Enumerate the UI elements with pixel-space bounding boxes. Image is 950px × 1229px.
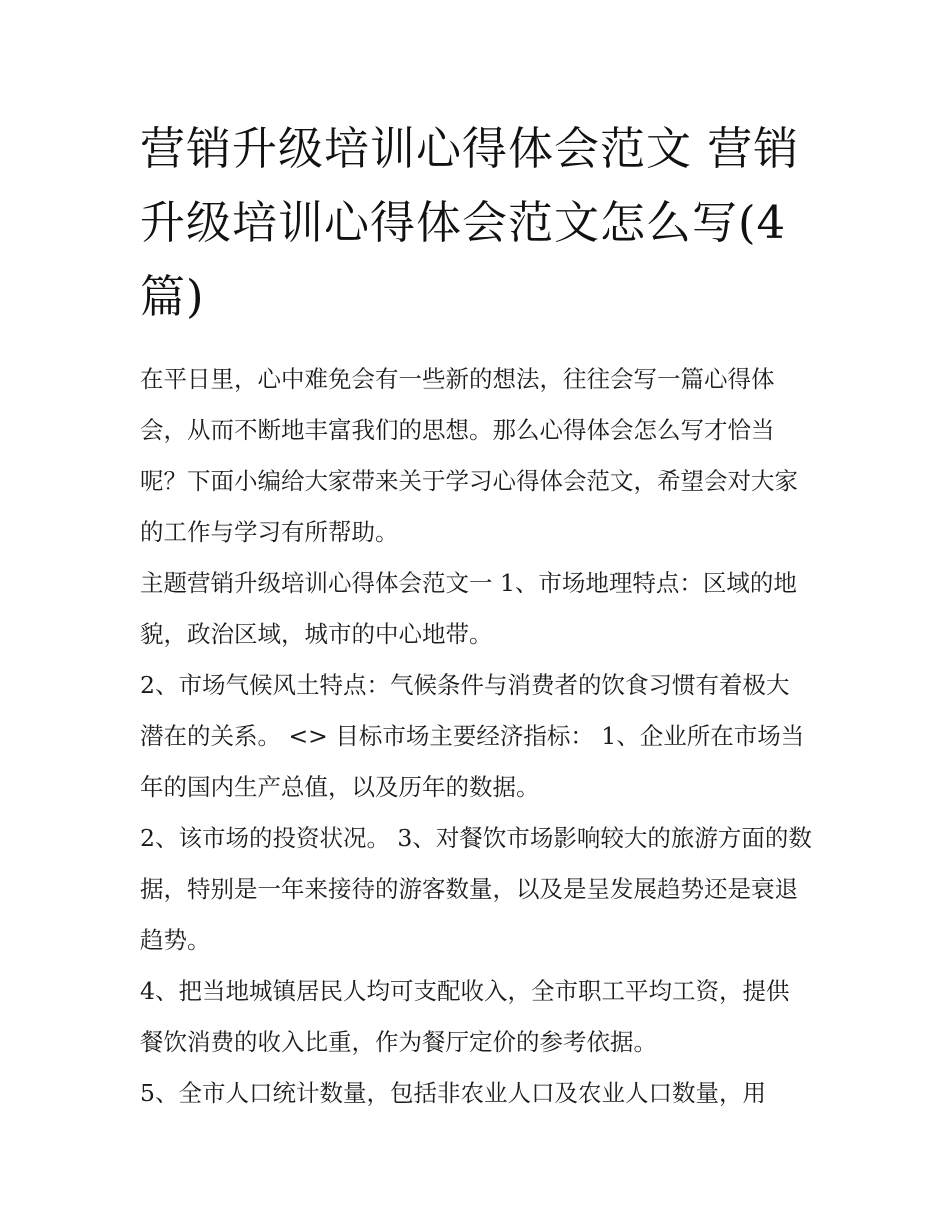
paragraph-1: 主题营销升级培训心得体会范文一 1、市场地理特点：区域的地貌，政治区域，城市的中心地带。	[140, 569, 797, 648]
paragraph-5: 5、全市人口统计数量，包括非农业人口及农业人口数量，用	[140, 1079, 766, 1107]
paragraph-2: 2、市场气候风土特点：气候条件与消费者的饮食习惯有着极大潜在的关系。 <> 目标市场主要经济指标： 1、企业所在市场当年的国内生产总值，以及历年的数据。	[140, 671, 805, 801]
paragraph-3: 2、该市场的投资状况。 3、对餐饮市场影响较大的旅游方面的数据，特别是一年来接待的游客数量，以及是呈发展趋势还是衰退趋势。	[140, 824, 812, 954]
paragraph-4: 4、把当地城镇居民人均可支配收入，全市职工平均工资，提供餐饮消费的收入比重，作为餐厅定价的参考依据。	[140, 977, 790, 1056]
paragraph-intro: 在平日里，心中难免会有一些新的想法，往往会写一篇心得体会，从而不断地丰富我们的思想。那么心得体会怎么写才恰当呢？下面小编给大家带来关于学习心得体会范文，希望会对大家的工作与学习有所帮助。	[140, 365, 798, 546]
document-title: 营销升级培训心得体会范文 营销升级培训心得体会范文怎么写(4篇)	[140, 122, 800, 323]
document-page	[140, 112, 812, 1119]
document-body	[140, 354, 812, 1119]
